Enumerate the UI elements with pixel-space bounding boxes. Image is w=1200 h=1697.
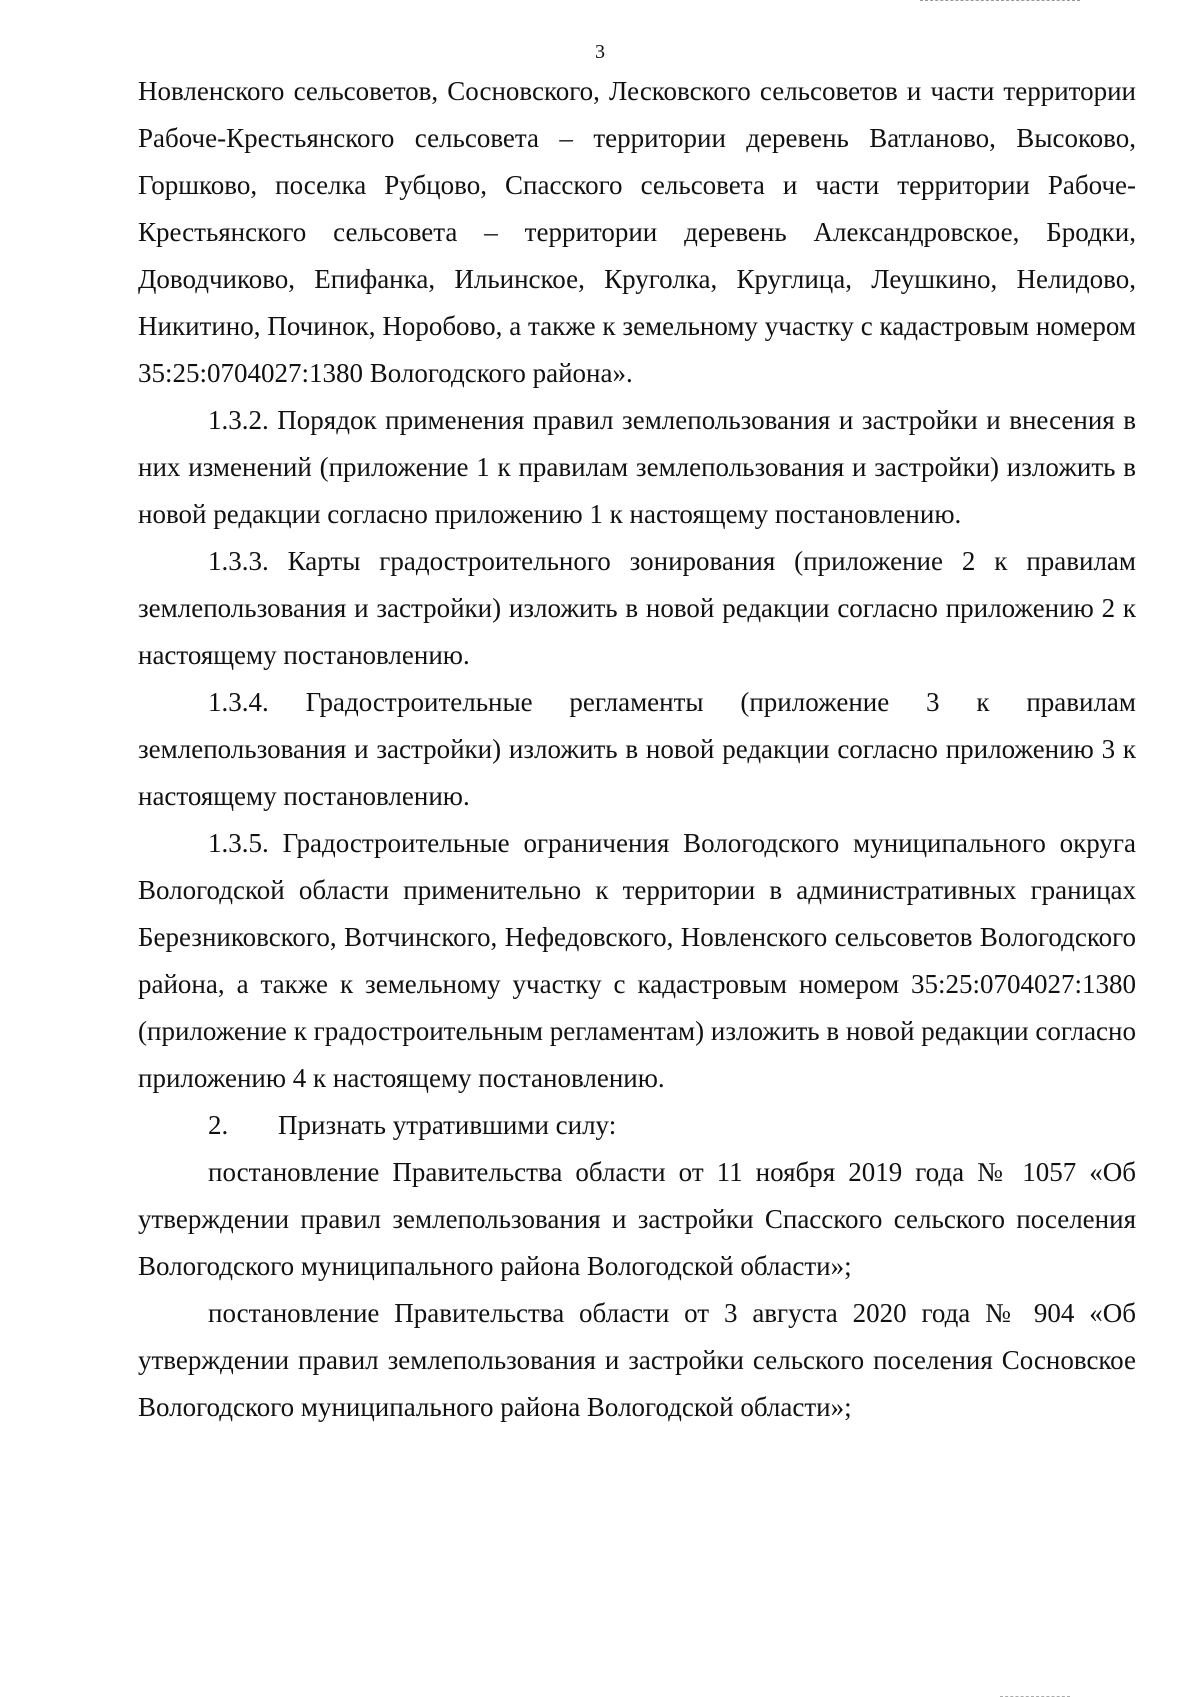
paragraph-1-3-4: 1.3.4. Градостроительные регламенты (приложение 3 к правилам землепользования и застройки) изложить в новой редакции согласно приложению 3 к настоящему постановлению. [138, 687, 1136, 811]
paragraph-1-3-3: 1.3.3. Карты градостроительного зонирования (приложение 2 к правилам землепользования и застройки) изложить в новой редакции согласно приложению 2 к настоящему постановлению. [138, 546, 1136, 670]
item-2-text: Признать утратившими силу: [278, 1110, 617, 1140]
scan-artifact-top [920, 0, 1080, 3]
paragraph-1-3-2: 1.3.2. Порядок применения правил землепользования и застройки и внесения в них изменений (приложение 1 к правилам землепользования и застройки) изложить в новой редакции согласно приложению 1 к настоящему постановлению. [138, 405, 1136, 529]
paragraph-item-2 [138, 1102, 1136, 1149]
decree-904: постановление Правительства области от 3 августа 2020 года № 904 «Об утверждении правил землепользования и застройки сельского поселения Сосновское Вологодского муниципального района Вологодской области»; [138, 1298, 1136, 1422]
paragraph-1-3-5: 1.3.5. Градостроительные ограничения Вологодского муниципального округа Вологодской области применительно к территории в административных границах Березниковского, Вотчинского, Нефедовского, Новленского сельсоветов Вологодского района, а также к земельному участку с кадастровым номером 35:25:0704027:1380 (приложение к градостроительным регламентам) изложить в новой редакции согласно приложению 4 к настоящему постановлению. [138, 828, 1136, 1093]
document-body [138, 68, 1136, 1431]
scan-artifact-bottom [1000, 1693, 1070, 1697]
paragraph-continuation: Новленского сельсоветов, Сосновского, Лесковского сельсоветов и части территории Рабоче-Крестьянского сельсовета – территории деревень Ватланово, Высоково, Горшково, поселка Рубцово, Спасского сельсовета и части территории Рабоче-Крестьянского сельсовета – территории деревень Александровское, Бродки, Доводчиково, Епифанка, Ильинское, Круголка, Круглица, Леушкино, Нелидово, Никитино, Починок, Норобово, а также к земельному участку с кадастровым номером 35:25:0704027:1380 Вологодского района». [138, 76, 1136, 388]
item-2-number: 2. [208, 1110, 229, 1140]
page-number: 3 [595, 41, 605, 63]
decree-1057: постановление Правительства области от 11 ноября 2019 года № 1057 «Об утверждении правил землепользования и застройки Спасского сельского поселения Вологодского муниципального района Вологодской области»; [138, 1157, 1136, 1281]
